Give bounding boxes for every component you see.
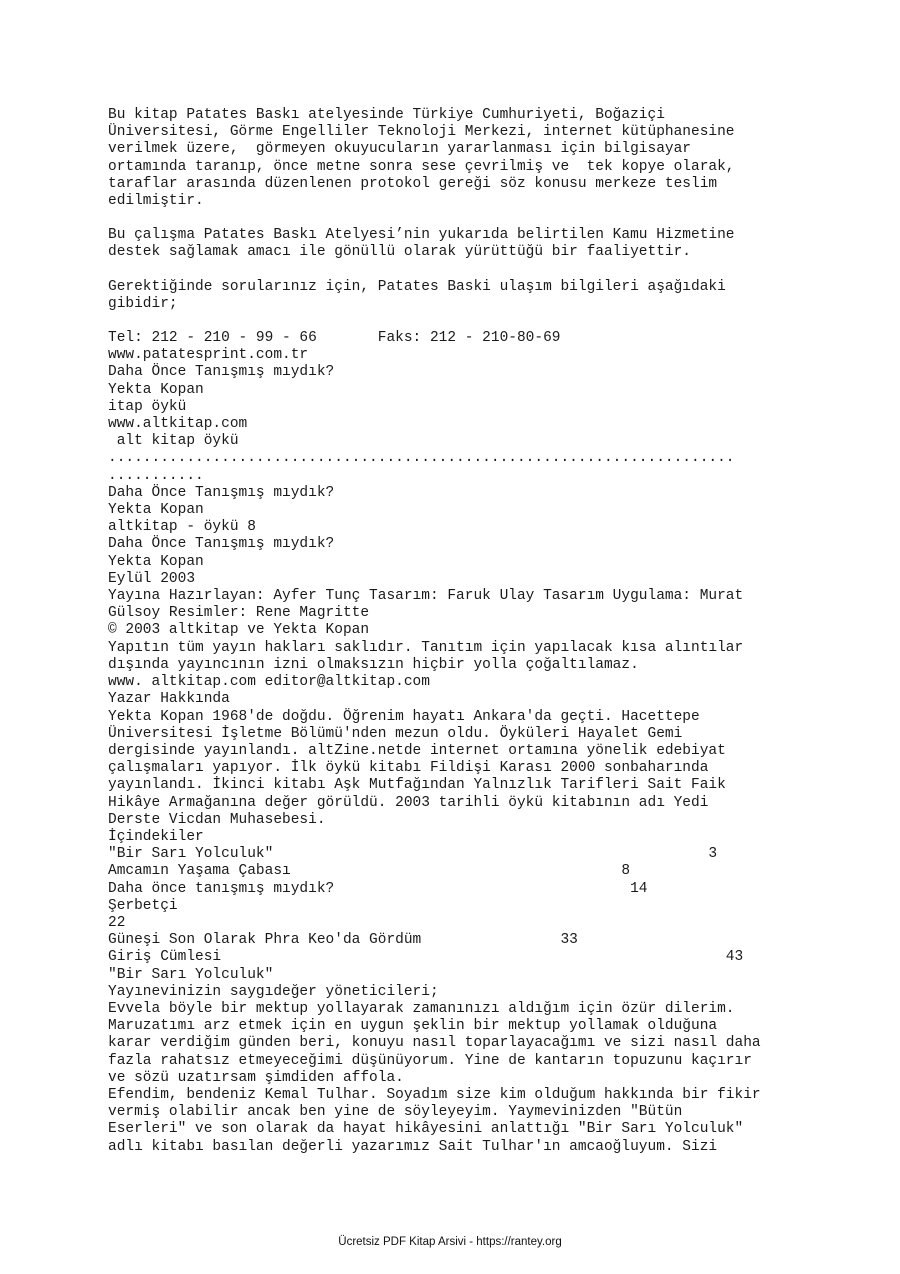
text-line: dergisinde yayınlandı. altZine.netde internet ortamına yönelik edebiyat	[108, 742, 726, 759]
text-line: gibidir;	[108, 295, 178, 312]
toc-entry: "Bir Sarı Yolculuk" 3	[108, 846, 718, 863]
separator-line: ........................................................................	[108, 450, 735, 467]
author-heading: Yazar Hakkında	[108, 691, 230, 708]
text-line: vermiş olabilir ancak ben yine de söyleyeyim. Yaymevinizden "Bütün	[108, 1104, 683, 1121]
text-line: Evvela böyle bir mektup yollayarak zamanınızı aldığım için özür dilerim.	[108, 1000, 735, 1017]
page-footer: Ücretsiz PDF Kitap Arsivi - https://rantey.org	[338, 1236, 562, 1248]
text-line: alt kitap öykü	[108, 433, 239, 450]
text-line: ortamında taranıp, önce metne sonra sese çevrilmiş ve tek kopye olarak,	[108, 158, 735, 175]
text-line: karar verdiğim günden beri, konuyu nasıl toparlayacağımı ve sizi nasıl daha	[108, 1035, 761, 1052]
document-body	[108, 107, 868, 1156]
text-line: www.altkitap.com	[108, 416, 248, 433]
story-title: "Bir Sarı Yolculuk"	[108, 966, 274, 983]
text-line: Yayınevinizin saygıdeğer yöneticileri;	[108, 983, 439, 1000]
text-line: altkitap - öykü 8	[108, 519, 256, 536]
text-line: Yapıtın tüm yayın hakları saklıdır. Tanıtım için yapılacak kısa alıntılar	[108, 639, 744, 656]
text-line: Gülsoy Resimler: Rene Magritte	[108, 605, 370, 622]
text-line: Eserleri" ve son olarak da hayat hikâyesini anlattığı "Bir Sarı Yolculuk"	[108, 1121, 744, 1138]
table-of-contents	[108, 829, 868, 967]
text-line: dışında yayıncının izni olmaksızın hiçbir yolla çoğaltılamaz.	[108, 656, 639, 673]
text-line: destek sağlamak amacı ile gönüllü olarak yürüttüğü bir faaliyettir.	[108, 244, 691, 261]
text-line: çalışmaları yapıyor. İlk öykü kitabı Fildişi Karası 2000 sonbaharında	[108, 760, 709, 777]
author-section	[108, 691, 868, 829]
toc-entry: Daha önce tanışmış mıydık? 14	[108, 880, 648, 897]
text-line: adlı kitabı basılan değerli yazarımız Sait Tulhar'ın amcaoğluyum. Sizi	[108, 1138, 718, 1155]
text-line: Gerektiğinde sorularınız için, Patates Baski ulaşım bilgileri aşağıdaki	[108, 278, 726, 295]
text-line: Bu kitap Patates Baskı atelyesinde Türkiye Cumhuriyeti, Boğaziçi	[108, 107, 665, 123]
phone-fax-line: Tel: 212 - 210 - 99 - 66 Faks: 212 - 210-80-69	[108, 330, 561, 347]
text-line: verilmek üzere, görmeyen okuyucuların yararlanması için bilgisayar	[108, 141, 691, 158]
paragraph-gap	[108, 313, 868, 330]
colophon	[108, 485, 868, 691]
website-link: www.patatesprint.com.tr	[108, 347, 309, 364]
text-line: Efendim, bendeniz Kemal Tulhar. Soyadım size kim olduğum hakkında bir fikir	[108, 1086, 761, 1103]
text-line: ve sözü uzatırsam şimdiden affola.	[108, 1069, 404, 1086]
contact-block	[108, 330, 868, 364]
toc-heading: İçindekiler	[108, 828, 204, 845]
paragraph-gap	[108, 262, 868, 279]
text-line: Eylül 2003	[108, 570, 196, 587]
separator-line: ...........	[108, 467, 204, 484]
intro-paragraph-3	[108, 279, 868, 313]
toc-entry: Güneşi Son Olarak Phra Keo'da Gördüm 33	[108, 932, 578, 949]
toc-entry: Şerbetçi	[108, 897, 178, 914]
text-line: Yekta Kopan	[108, 381, 204, 398]
text-line: Yekta Kopan 1968'de doğdu. Öğrenim hayatı Ankara'da geçti. Hacettepe	[108, 708, 700, 725]
cover-info	[108, 364, 868, 450]
toc-entry: 22	[108, 914, 126, 931]
text-line: edilmiştir.	[108, 193, 204, 210]
text-line: © 2003 altkitap ve Yekta Kopan	[108, 622, 370, 639]
text-line: Daha Önce Tanışmış mıydık?	[108, 484, 335, 501]
text-line: taraflar arasında düzenlenen protokol gereği söz konusu merkeze teslim	[108, 175, 718, 192]
dotted-separator	[108, 450, 868, 484]
text-line: Yayına Hazırlayan: Ayfer Tunç Tasarım: Faruk Ulay Tasarım Uygulama: Murat	[108, 588, 744, 605]
text-line: Bu çalışma Patates Baskı Atelyesi’nin yukarıda belirtilen Kamu Hizmetine	[108, 227, 735, 244]
intro-paragraph-1	[108, 107, 868, 210]
text-line: itap öykü	[108, 398, 187, 415]
toc-entry: Giriş Cümlesi 43	[108, 949, 744, 966]
toc-entry: Amcamın Yaşama Çabası 8	[108, 863, 631, 880]
story-section	[108, 967, 868, 1156]
intro-paragraph-2	[108, 227, 868, 261]
text-line: Yekta Kopan	[108, 502, 204, 519]
text-line: Maruzatımı arz etmek için en uygun şeklin bir mektup yollamak olduğuna	[108, 1018, 718, 1035]
paragraph-gap	[108, 210, 868, 227]
text-line: Derste Vicdan Muhasebesi.	[108, 811, 326, 828]
text-line: www. altkitap.com editor@altkitap.com	[108, 674, 430, 691]
text-line: Yekta Kopan	[108, 553, 204, 570]
text-line: yayınlandı. İkinci kitabı Aşk Mutfağından Yalnızlık Tarifleri Sait Faik	[108, 777, 726, 794]
text-line: Üniversitesi İşletme Bölümü'nden mezun oldu. Öyküleri Hayalet Gemi	[108, 725, 683, 742]
text-line: Hikâye Armağanına değer görüldü. 2003 tarihli öykü kitabının adı Yedi	[108, 794, 709, 811]
text-line: Daha Önce Tanışmış mıydık?	[108, 536, 335, 553]
text-line: Üniversitesi, Görme Engelliler Teknoloji Merkezi, internet kütüphanesine	[108, 124, 735, 141]
text-line: Daha Önce Tanışmış mıydık?	[108, 364, 335, 381]
text-line: fazla rahatsız etmeyeceğimi düşünüyorum. Yine de kantarın topuzunu kaçırır	[108, 1052, 752, 1069]
